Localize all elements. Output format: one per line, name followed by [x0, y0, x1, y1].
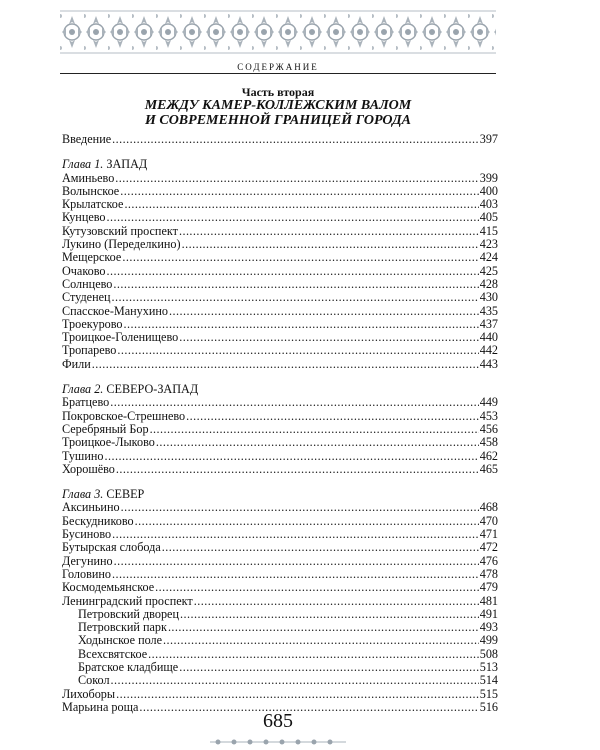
toc-entry-label: Ленинградский проспект — [62, 593, 193, 608]
toc-entry-label: Кутузовский проспект — [62, 223, 178, 238]
leader-dots — [116, 463, 479, 476]
toc-entry-label: Петровский дворец — [78, 606, 179, 621]
leader-dots — [124, 198, 478, 211]
toc-entry[interactable] — [62, 688, 498, 701]
toc-entry-intro[interactable] — [62, 133, 498, 146]
toc-entry-page: 470 — [479, 513, 498, 528]
leader-dots — [104, 450, 478, 463]
part-title: Часть вторая — [241, 85, 315, 99]
chapter-title: СЕВЕРО-ЗАПАД — [106, 382, 199, 397]
toc-entry-page: 478 — [479, 566, 498, 581]
chapter-block — [62, 383, 498, 476]
toc-entry-label: Крылатское — [62, 197, 124, 212]
leader-dots — [156, 436, 479, 449]
toc-entry-page: 425 — [479, 263, 498, 278]
toc-entry-label: Троицкое-Голенищево — [62, 330, 179, 345]
toc-entry-label: Троекурово — [62, 316, 123, 331]
toc-entry-label: Братское кладбище — [78, 659, 179, 674]
leader-dots — [135, 515, 479, 528]
leader-dots — [180, 608, 479, 621]
toc-entry-page: 449 — [479, 395, 498, 410]
leader-dots — [122, 251, 478, 264]
toc-entry-page: 513 — [479, 659, 498, 674]
leader-dots — [148, 648, 479, 661]
leader-dots — [117, 344, 478, 357]
leader-dots — [107, 265, 479, 278]
toc-entry[interactable] — [62, 515, 498, 528]
leader-dots — [179, 661, 479, 674]
leader-dots — [116, 688, 479, 701]
chapter-heading — [62, 158, 498, 171]
toc-entry[interactable] — [62, 674, 498, 687]
toc-entry-page: 472 — [479, 540, 498, 555]
section-title-line-2: И СОВРЕМЕННОЙ ГРАНИЦЕЙ ГОРОДА — [144, 113, 412, 128]
toc-entry-label: Кунцево — [62, 210, 106, 225]
toc-entry-page: 491 — [479, 606, 498, 621]
toc-entry-page: 415 — [479, 223, 498, 238]
leader-dots — [112, 528, 479, 541]
toc-entry[interactable] — [62, 331, 498, 344]
toc-entry[interactable] — [62, 621, 498, 634]
chapter-heading — [62, 488, 498, 501]
toc-entry[interactable] — [62, 541, 498, 554]
toc-entry[interactable] — [62, 278, 498, 291]
toc-entry-page: 515 — [479, 686, 498, 701]
section-title — [60, 98, 496, 128]
toc-entry-page: 430 — [479, 290, 498, 305]
toc-entry[interactable] — [62, 410, 498, 423]
toc-entry[interactable] — [62, 172, 498, 185]
toc-entry[interactable] — [62, 318, 498, 331]
toc-entry[interactable] — [62, 528, 498, 541]
toc-entry-page: 471 — [479, 527, 498, 542]
toc-entry-page: 508 — [479, 646, 498, 661]
toc-entry-page: 458 — [479, 435, 498, 450]
toc-entry-label: Братцево — [62, 395, 110, 410]
toc-entry-label: Лукино (Переделкино) — [62, 237, 181, 252]
leader-dots — [112, 568, 479, 581]
toc-entry-page: 499 — [479, 633, 498, 648]
toc-entry[interactable] — [62, 211, 498, 224]
toc-entry-page: 516 — [479, 699, 498, 714]
toc-entry-page: 405 — [479, 210, 498, 225]
toc-entry-page: 443 — [479, 356, 498, 371]
leader-dots — [124, 318, 479, 331]
chapter-block — [62, 158, 498, 371]
toc-entry-page: 435 — [479, 303, 498, 318]
toc-entry-page: 397 — [479, 132, 498, 146]
toc-entry-label: Всехсвятское — [78, 646, 148, 661]
toc-entry-page: 493 — [479, 620, 498, 635]
toc-entry[interactable] — [62, 634, 498, 647]
toc-entry-label: Ходынское поле — [78, 633, 163, 648]
leader-dots — [114, 555, 479, 568]
toc-entry[interactable] — [62, 463, 498, 476]
toc-entry[interactable] — [62, 225, 498, 238]
leader-dots — [194, 595, 479, 608]
leader-dots — [110, 396, 479, 409]
toc-entry-page: 428 — [479, 276, 498, 291]
toc-entry-label: Солнцево — [62, 276, 113, 291]
toc-entry-label: Головино — [62, 566, 111, 581]
toc-entry-label: Очаково — [62, 263, 106, 278]
leader-dots — [112, 291, 479, 304]
toc-entry-label: Марьина роща — [62, 699, 139, 714]
toc-entry-page: 481 — [479, 593, 498, 608]
toc-entry-page: 403 — [479, 197, 498, 212]
toc-entry[interactable] — [62, 608, 498, 621]
ornament-band-bottom — [210, 737, 346, 747]
leader-dots — [179, 331, 478, 344]
toc-entry-page: 400 — [479, 183, 498, 198]
toc-entry-label: Хорошёво — [62, 461, 115, 476]
leader-dots — [186, 410, 479, 423]
toc-entry[interactable] — [62, 358, 498, 371]
toc-entry[interactable] — [62, 238, 498, 251]
toc-entry-label: Бутырская слобода — [62, 540, 161, 555]
toc-entry-page: 456 — [479, 421, 498, 436]
toc-entry-page: 453 — [479, 408, 498, 423]
toc-entry-label: Студенец — [62, 290, 111, 305]
toc-entry[interactable] — [62, 305, 498, 318]
toc-entry-page: 465 — [479, 461, 498, 476]
leader-dots — [182, 238, 479, 251]
toc-entry-label: Тушино — [62, 448, 104, 463]
toc-entry-label: Троицкое-Лыково — [62, 435, 155, 450]
toc-entry[interactable] — [62, 198, 498, 211]
header-rule — [60, 73, 496, 74]
toc-entry-page: 468 — [479, 500, 498, 515]
toc-entry-page: 399 — [479, 170, 498, 185]
chapter-prefix: Глава 2. — [62, 382, 104, 397]
leader-dots — [179, 225, 479, 238]
section-title-line-1: МЕЖДУ КАМЕР-КОЛЛЕЖСКИМ ВАЛОМ — [144, 98, 412, 113]
chapter-prefix: Глава 3. — [62, 487, 104, 502]
toc-entry-page: 440 — [479, 330, 498, 345]
toc-entry-label: Космодемьянское — [62, 580, 155, 595]
toc-entry[interactable] — [62, 396, 498, 409]
running-head: СОДЕРЖАНИЕ — [237, 62, 319, 72]
chapter-title: ЗАПАД — [106, 157, 148, 172]
toc-entry[interactable] — [62, 501, 498, 514]
toc-entry-page: 442 — [479, 343, 498, 358]
page-number: 685 — [263, 710, 293, 732]
toc-entry-label: Покровское-Стрешнево — [62, 408, 186, 423]
leader-dots — [111, 674, 479, 687]
toc-entry-page: 479 — [479, 580, 498, 595]
leader-dots — [121, 501, 479, 514]
chapter-heading — [62, 383, 498, 396]
chapter-list — [62, 158, 498, 714]
toc-entry-page: 462 — [479, 448, 498, 463]
leader-dots — [162, 541, 479, 554]
toc-entry[interactable] — [62, 568, 498, 581]
toc-entry-page: 476 — [479, 553, 498, 568]
leader-dots — [155, 581, 479, 594]
leader-dots — [115, 172, 478, 185]
leader-dots — [113, 278, 478, 291]
toc-entry-label: Бусиново — [62, 527, 112, 542]
leader-dots — [92, 358, 479, 371]
toc-entry[interactable] — [62, 436, 498, 449]
toc-entry-page: 424 — [479, 250, 498, 265]
leader-dots — [168, 621, 479, 634]
toc-entry-label: Лихоборы — [62, 686, 116, 701]
chapter-prefix: Глава 1. — [62, 157, 104, 172]
toc-entry-label: Волынское — [62, 183, 120, 198]
toc-entry-label: Аксиньино — [62, 500, 120, 515]
toc-entry-label: Аминьево — [62, 170, 115, 185]
toc-entry[interactable] — [62, 251, 498, 264]
toc-entry-label: Дегунино — [62, 553, 113, 568]
toc-entry-label: Сокол — [78, 673, 110, 688]
toc-entry[interactable] — [62, 450, 498, 463]
toc-entry-label: Тропарево — [62, 343, 117, 358]
toc-entry[interactable] — [62, 265, 498, 278]
chapter-title: СЕВЕР — [106, 487, 145, 502]
leader-dots — [150, 423, 479, 436]
toc-entry[interactable] — [62, 344, 498, 357]
toc-entry[interactable] — [62, 581, 498, 594]
toc-entry[interactable] — [62, 595, 498, 608]
toc-entry-label: Фили — [62, 356, 91, 371]
toc-entry-label: Мещерское — [62, 250, 122, 265]
toc-entry-label: Введение — [62, 132, 112, 146]
toc-entry-page: 437 — [479, 316, 498, 331]
toc-entry-label: Петровский парк — [78, 620, 167, 635]
leader-dots — [112, 133, 479, 146]
toc-entry[interactable] — [62, 661, 498, 674]
toc-entry-label: Спасское-Манухино — [62, 303, 168, 318]
leader-dots — [163, 634, 479, 647]
leader-dots — [107, 211, 479, 224]
toc-entry-page: 423 — [479, 237, 498, 252]
toc-entry[interactable] — [62, 185, 498, 198]
ornament-band-top — [60, 10, 496, 54]
toc-entry-label: Серебряный Бор — [62, 421, 149, 436]
chapter-block — [62, 488, 498, 714]
toc-entry[interactable] — [62, 291, 498, 304]
toc-entry-page: 514 — [479, 673, 498, 688]
leader-dots — [120, 185, 479, 198]
leader-dots — [169, 305, 479, 318]
toc-entry-label: Бескудниково — [62, 513, 134, 528]
toc-entry[interactable] — [62, 648, 498, 661]
toc-entry[interactable] — [62, 423, 498, 436]
toc-entry[interactable] — [62, 555, 498, 568]
table-of-contents — [62, 133, 498, 714]
